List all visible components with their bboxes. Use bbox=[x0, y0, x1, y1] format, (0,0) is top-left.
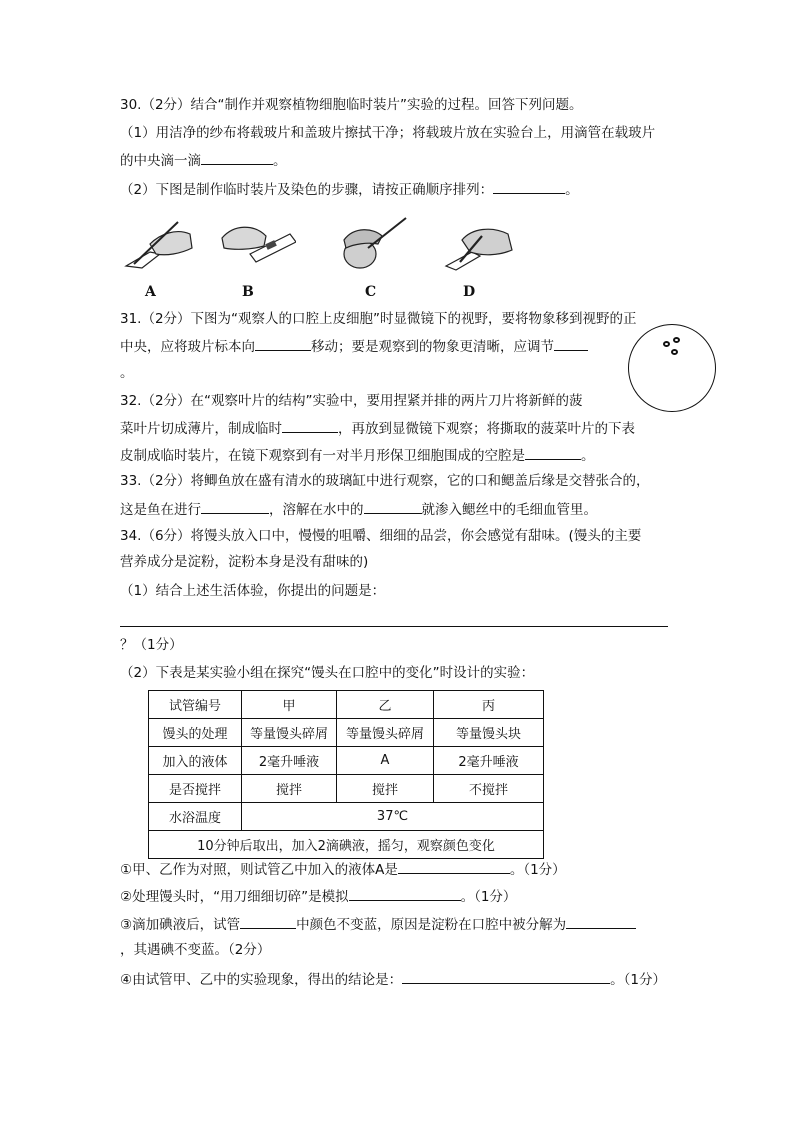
table-footer-cell: 10分钟后取出，加入2滴碘液，摇匀，观察颜色变化 bbox=[149, 831, 544, 859]
microscope-field-of-view bbox=[628, 324, 716, 412]
table-cell: 等量馒头碎屑 bbox=[242, 719, 337, 747]
table-cell: 加入的液体 bbox=[149, 747, 242, 775]
figure-label-d: D bbox=[463, 284, 476, 300]
table-cell: 2毫升唾液 bbox=[434, 747, 544, 775]
q32-line2-text-a: 菜叶片切成薄片，制成临时 bbox=[120, 421, 282, 437]
table-cell: 等量馒头块 bbox=[434, 719, 544, 747]
answer-blank[interactable] bbox=[349, 886, 461, 901]
q30-part2-text: （2）下图是制作临时装片及染色的步骤，请按正确顺序排列： bbox=[120, 182, 494, 198]
q32-line1: 32.（2分）在“观察叶片的结构”实验中，要用捏紧并排的两片刀片将新鲜的菠 bbox=[120, 393, 583, 409]
step-b-image bbox=[220, 214, 296, 274]
experiment-table bbox=[148, 690, 544, 859]
q34-line2: 营养成分是淀粉，淀粉本身是没有甜味的) bbox=[120, 554, 369, 570]
table-header-cell: 乙 bbox=[337, 691, 434, 719]
answer-blank[interactable] bbox=[402, 969, 610, 984]
q34-sub3-text-b: 中颜色不变蓝，原因是淀粉在口腔中被分解为 bbox=[296, 917, 567, 933]
table-row bbox=[149, 719, 544, 747]
q32-line2-text-b: ，再放到显微镜下观察；将撕取的菠菜叶片的下表 bbox=[338, 421, 635, 437]
q31-line2-text-a: 中央，应将玻片标本向 bbox=[120, 339, 255, 355]
answer-blank[interactable] bbox=[240, 914, 296, 929]
q34-part1: （1）结合上述生活体验，你提出的问题是： bbox=[120, 583, 386, 599]
q31-line2-text-b: 移动；要是观察到的物象更清晰，应调节 bbox=[311, 339, 554, 355]
cheek-cell bbox=[671, 349, 678, 355]
q31-line2 bbox=[120, 336, 588, 356]
table-cell: 搅拌 bbox=[242, 775, 337, 803]
q34-sub3-end: ，其遇碘不变蓝。（2分） bbox=[120, 942, 271, 958]
q33-line2 bbox=[120, 499, 597, 519]
figure-label-c: C bbox=[365, 284, 377, 300]
q34-sub2 bbox=[120, 886, 516, 906]
table-row bbox=[149, 747, 544, 775]
answer-blank[interactable] bbox=[201, 150, 273, 165]
q31-line3: 。 bbox=[120, 365, 134, 381]
q31-line1: 31.（2分）下图为“观察人的口腔上皮细胞”时显微镜下的视野，要将物象移到视野的正 bbox=[120, 311, 637, 327]
table-cell: 2毫升唾液 bbox=[242, 747, 337, 775]
q34-sub2-text-a: ②处理馒头时，“用刀细细切碎”是模拟 bbox=[120, 889, 349, 905]
table-header-cell: 试管编号 bbox=[149, 691, 242, 719]
table-cell: 水浴温度 bbox=[149, 803, 242, 831]
step-d-image bbox=[442, 214, 518, 274]
answer-blank[interactable] bbox=[566, 914, 636, 929]
q30-part2-end: 。 bbox=[565, 182, 579, 198]
q33-line2-text-b: ，溶解在水中的 bbox=[269, 502, 364, 518]
table-row bbox=[149, 831, 544, 859]
q34-sub2-text-b: 。（1分） bbox=[460, 889, 517, 905]
table-cell: 搅拌 bbox=[337, 775, 434, 803]
q34-line1: 34.（6分）将馒头放入口中，慢慢的咀嚼、细细的品尝，你会感觉有甜味。(馒头的主要 bbox=[120, 528, 642, 544]
answer-blank[interactable] bbox=[525, 445, 581, 460]
slide-steps-figure bbox=[120, 214, 540, 274]
q34-sub4-text-b: 。（1分） bbox=[610, 972, 666, 988]
table-cell: 37℃ bbox=[242, 803, 544, 831]
answer-blank[interactable] bbox=[364, 499, 422, 514]
q34-sub1-text-a: ①甲、乙作为对照，则试管乙中加入的液体A是 bbox=[120, 862, 398, 878]
table-cell: 是否搅拌 bbox=[149, 775, 242, 803]
q33-line1: 33.（2分）将鲫鱼放在盛有清水的玻璃缸中进行观察，它的口和鳃盖后缘是交替张合的， bbox=[120, 473, 650, 489]
q30-part1-end: 。 bbox=[273, 153, 287, 169]
table-cell: 馒头的处理 bbox=[149, 719, 242, 747]
step-a-image bbox=[120, 214, 196, 274]
q33-line2-text-c: 就渗入鳃丝中的毛细血管里。 bbox=[421, 502, 597, 518]
q30-part2 bbox=[120, 179, 579, 199]
q32-line3-text-a: 皮制成临时装片，在镜下观察到有一对半月形保卫细胞围成的空腔是 bbox=[120, 448, 525, 464]
answer-blank[interactable] bbox=[282, 418, 338, 433]
q30-stem: 30.（2分）结合“制作并观察植物细胞临时装片”实验的过程。回答下列问题。 bbox=[120, 97, 583, 113]
q34-sub1 bbox=[120, 859, 566, 879]
figure-label-a: A bbox=[145, 284, 156, 300]
answer-blank[interactable] bbox=[201, 499, 269, 514]
table-header-cell: 丙 bbox=[434, 691, 544, 719]
q30-part1-line2 bbox=[120, 150, 287, 170]
q32-line3-text-b: 。 bbox=[581, 448, 595, 464]
table-cell: 不搅拌 bbox=[434, 775, 544, 803]
cheek-cell bbox=[663, 341, 670, 347]
q34-part1-end: ？（1分） bbox=[120, 637, 183, 653]
table-row bbox=[149, 775, 544, 803]
table-cell: A bbox=[337, 747, 434, 775]
q34-sub3 bbox=[120, 914, 636, 934]
answer-blank[interactable] bbox=[493, 179, 565, 194]
q32-line3 bbox=[120, 445, 595, 465]
answer-line[interactable] bbox=[120, 626, 668, 627]
answer-blank[interactable] bbox=[255, 336, 311, 351]
q34-sub1-text-b: 。（1分） bbox=[509, 862, 566, 878]
answer-blank[interactable] bbox=[398, 859, 510, 874]
q30-part1-line1: （1）用洁净的纱布将载玻片和盖玻片擦拭干净；将载玻片放在实验台上，用滴管在载玻片 bbox=[120, 125, 656, 141]
step-c-image bbox=[334, 214, 410, 274]
q32-line2 bbox=[120, 418, 635, 438]
q34-sub4-text-a: ④由试管甲、乙中的实验现象，得出的结论是： bbox=[120, 972, 403, 988]
table-cell: 等量馒头碎屑 bbox=[337, 719, 434, 747]
q34-sub4 bbox=[120, 969, 666, 989]
answer-blank[interactable] bbox=[554, 336, 588, 351]
cheek-cell bbox=[673, 337, 680, 343]
q34-part2: （2）下表是某实验小组在探究“馒头在口腔中的变化”时设计的实验： bbox=[120, 665, 535, 681]
q30-part1-text: 的中央滴一滴 bbox=[120, 153, 201, 169]
table-header-row bbox=[149, 691, 544, 719]
table-header-cell: 甲 bbox=[242, 691, 337, 719]
figure-label-b: B bbox=[242, 284, 254, 300]
q34-sub3-text-a: ③滴加碘液后，试管 bbox=[120, 917, 241, 933]
q33-line2-text-a: 这是鱼在进行 bbox=[120, 502, 201, 518]
table-row bbox=[149, 803, 544, 831]
